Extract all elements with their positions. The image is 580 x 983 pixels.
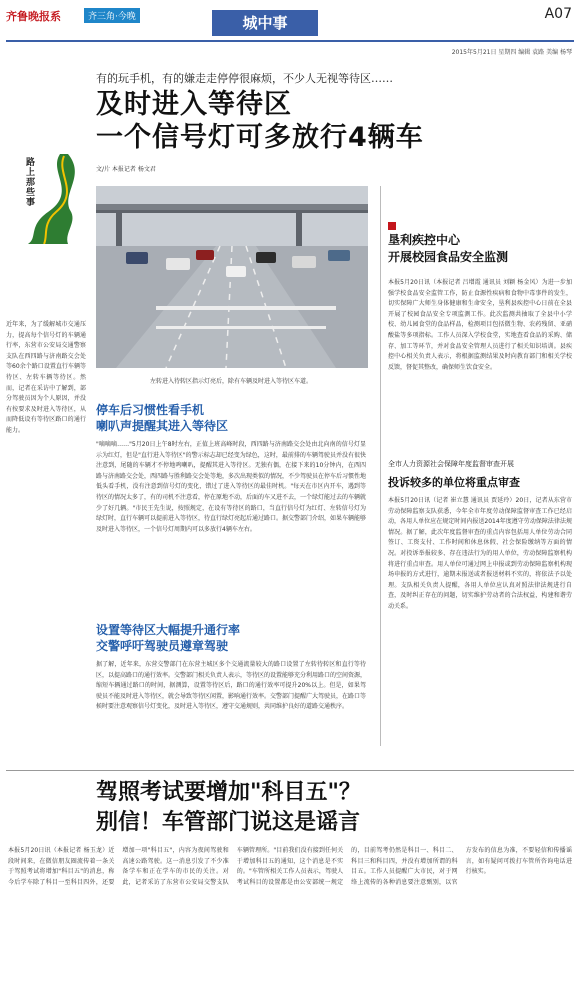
story-kicker: 有的玩手机，有的嫌走走停停很麻烦，不少人无视等待区…… [96,72,393,85]
article-3-body: 本报5月20日讯（记者 崔立慧 通讯员 贾延玲）20日，记者从东营市劳动保障监察支队获悉，今年全市年度劳动保障监督审查工作已经启动，各用人单位应在规定时间内报送2014年度遵守劳动保障法律法规情况。据了解，此次年度监督审查的重点内容包括用人单位劳动合同签订、工资支付、工作时间和休息休假、社会保险缴纳等方面的情况。对投诉举报较多、存在违法行为的用人单位，劳动保障监察机构将进行重点审查。用人单位可通过网上申报或到劳动保障监察机构现场申报的方式进行，逾期未报送或者报送材料不实的，将依法予以处理。支队相关负责人提醒，各用人单位应认真对照法律法规进行自查，及时纠正存在的问题，切实维护劳动者的合法权益，构建和谐劳动关系。 [388,497,572,610]
column-logo-text: 路上那些事 [26,158,36,208]
subheading-2-line-a: 设置等待区大幅提升通行率 [96,623,241,637]
subheading-2 [96,622,366,654]
headline-line-2: 一个信号灯可多放行4辆车 [96,122,424,153]
article-4-headline-line-2: 别信！车管部门说这是谣言 [96,810,361,835]
article-3-kicker: 全市人力资源社会保障年度监督审查开展 [388,460,514,468]
article-4-body: 本报5月20日讯（本报记者 杨玉龙）近段时间来，在微信朋友圈流传着一条关于驾照考试将增加"科目五"的消息，称今后学车除了科目一至科目四外，还要增加一项"科目五"，内容为夜间驾驶和高速公路驾驶。这一消息引发了不少准备学车和正在学车的市民的关注。对此，记者采访了东营市公安局交警支队车辆管理所。"目前我们没有接到任何关于增加科目五的通知，这个消息是不实的。"车管所相关工作人员表示，驾驶人考试科目的设置都是由公安部统一规定的，目前驾考仍然是科目一、科目二、科目三和科目四，并没有增加所谓的科目五。工作人员提醒广大市民，对于网络上流传的各种消息要注意甄别，以官方发布的信息为准，不要轻信和传播谣言，如有疑问可拨打车管所咨询电话进行核实。 [8,847,572,886]
subheading-1 [96,402,366,434]
subheading-1-line-b: 喇叭声提醒其进入等待区 [96,419,229,433]
story-headline [96,88,536,154]
intro-column: 近年来，为了缓解城市交通压力，提高每个信号灯的车辆通行率，东营市公安局交通警察支队在西四路与济南路交会处等60余个路口设置直行车辆等待区、左转车辆等待区。然而，记者在采访中了解到，部分驾驶员因为个人原因，并没有按要求及时进入等待区，从而降低设有等待区路口的通行能力。 [6,321,86,434]
section-title: 城中事 [212,10,318,36]
column-logo-graphic [8,152,88,244]
story-body-1: "嘀嘀嘀……"5月20日上午8时左右，正值上班高峰时段，西四路与济南路交会处由北向南的信号灯显示为红灯，但是"直行进入等待区"的警示标志却已经变为绿色，这时，最前排的车辆驾驶员并没有很快注意到，尾随的车辆才不停地鸣喇叭，提醒其进入等待区。无独有偶，在接下来的10分钟内，在西四路与济南路交会处，西四路与胜利路交会处等地，多次出现类似的情况，不少驾驶员在停车后习惯性地低头看手机，没有注意到信号灯的变化，错过了进入等待区的最佳时机。"每天在市区内开车，遇到等待区的情况太多了，有的司机不注意看，停在原地不动，后面的车又进不去，一个绿灯能过去的车辆就少了好几辆。"市民王先生说，按照规定，在设有等待区的路口，当直行信号灯为红灯、左转信号灯为绿灯时，直行车辆可以提前进入等待区，待直行绿灯亮起后通过路口。据交警部门介绍，如果车辆能够及时进入等待区，一个信号灯周期内可以多放行4辆车左右。 [96,441,366,533]
photo-caption: 左转进入待转区指示灯亮后，除有车辆及时进入等待区车道。 [150,378,313,385]
subheading-1-line-a: 停车后习惯性看手机 [96,403,205,417]
article-2-body: 本报5月20日讯（本报记者 吕增霞 通讯员 刘颖 杨金风）为进一步加强学校食品安全监管工作，防止食源性疾病和食物中毒事件的发生，切实保障广大师生身体健康和生命安全，垦利县疾控中心日前在全县开展了校园食品安全专项监测工作。此次监测共抽取了全县中小学校、幼儿园食堂的食品样品，检测项目包括微生物、农药残留、亚硝酸盐等多项指标。工作人员深入学校食堂，实地查看食品的采购、储存、加工等环节，并对食品安全管理人员进行了相关知识培训。县疾控中心相关负责人表示，将根据监测结果及时向教育部门和相关学校反馈，督促其整改，确保师生饮食安全。 [388,279,572,371]
headline-line-1: 及时进入等待区 [96,89,292,120]
masthead [0,0,580,44]
article-3-title: 投诉较多的单位将重点审查 [388,476,520,489]
header-rule [6,40,574,42]
article-marker [388,222,396,230]
story-byline: 文/片 本报记者 杨文君 [96,166,156,173]
road-illustration [8,152,88,244]
subheading-2-line-b: 交警呼吁驾驶员遵章驾驶 [96,639,229,653]
bottom-divider [6,770,574,771]
photo-image [96,186,368,368]
story-body-2: 据了解，近年来，东营交警部门在东营主城区多个交通流量较大的路口设置了左转待转区和直行等待区，以提高路口的通行效率。交警部门相关负责人表示，等待区的设置能够充分利用路口的空间资源，缩短车辆通过路口的时间，据测算，设置等待区后，路口的通行效率可提升20%以上。但是，如果驾驶员不能及时进入等待区，就会导致等待区闲置，影响通行效率。交警部门提醒广大驾驶员，在路口等候时要注意观察信号灯变化，及时进入等待区，遵守交通规则，共同维护良好的道路交通秩序。 [96,661,366,711]
article-2-title-line-2: 开展校园食品安全监测 [388,250,509,264]
page-number: A07 [544,6,572,22]
newspaper-brand: 齐鲁晚报系 [6,10,61,23]
intersection-photo [96,186,368,368]
article-2-title-line-1: 垦利疾控中心 [388,233,461,247]
article-4-headline-line-1: 驾照考试要增加"科目五"？ [96,780,361,805]
article-2-title [388,232,568,266]
article-4-headline [96,778,536,838]
brand-tag: 齐三角·今晚 [84,8,140,23]
dateline: 2015年5月21日 星期四 编辑 袁路 美编 杨琴 [451,49,572,56]
column-divider [380,186,381,746]
